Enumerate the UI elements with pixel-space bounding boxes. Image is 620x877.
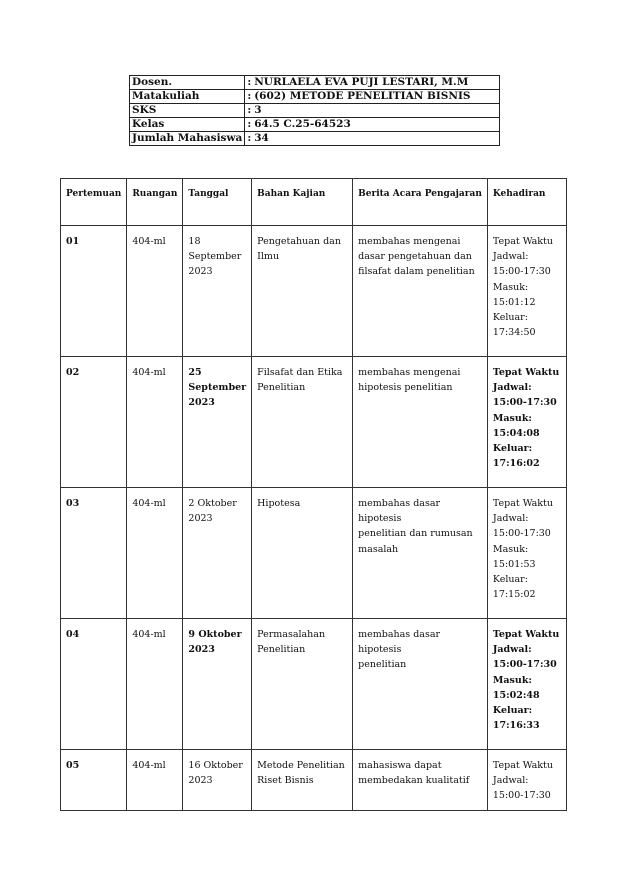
cell-kehadiran-line: 15:00-17:30 xyxy=(492,397,557,409)
info-colon: : xyxy=(247,132,252,144)
cell-bahan-kajian xyxy=(252,750,353,811)
cell-kehadiran-line: 15:04:08 xyxy=(492,427,540,439)
cell-kehadiran-line: 15:01:12 xyxy=(492,296,536,308)
cell-bahan-kajian xyxy=(252,357,353,488)
table-row xyxy=(61,357,567,488)
cell-pertemuan-value: 04 xyxy=(66,629,80,640)
cell-berita-acara-line: filsafat dalam penelitian xyxy=(358,266,475,278)
cell-berita-acara xyxy=(353,357,488,488)
info-colon: : xyxy=(247,90,252,102)
info-label: Matakuliah xyxy=(130,90,245,104)
info-row-kelas xyxy=(130,118,500,132)
cell-tanggal-line: 2023 xyxy=(188,775,213,787)
cell-bahan-kajian-line: Pengetahuan dan xyxy=(257,236,341,247)
info-value: (602) METODE PENELITIAN BISNIS xyxy=(254,90,471,102)
cell-kehadiran-line: 15:00-17:30 xyxy=(492,659,557,671)
header-berita-acara: Berita Acara Pengajaran xyxy=(353,179,488,226)
info-value-cell xyxy=(245,76,500,90)
cell-berita-acara xyxy=(353,750,488,811)
info-value-cell xyxy=(245,118,500,132)
cell-bahan-kajian xyxy=(252,226,353,357)
cell-tanggal-line: 25 xyxy=(188,367,202,378)
cell-berita-acara-line: membahas mengenai xyxy=(358,236,461,247)
cell-ruangan-value: 404-ml xyxy=(132,760,166,771)
cell-tanggal xyxy=(183,357,252,488)
cell-kehadiran-line: 17:16:02 xyxy=(492,458,540,470)
cell-tanggal-line: 2023 xyxy=(188,644,215,656)
cell-kehadiran-line: Jadwal: xyxy=(492,644,532,656)
cell-tanggal xyxy=(183,226,252,357)
table-row xyxy=(61,750,567,811)
cell-kehadiran-line: Jadwal: xyxy=(492,775,529,787)
cell-tanggal-line: 2023 xyxy=(188,397,215,409)
cell-berita-acara-line: penelitian dan rumusan xyxy=(358,528,473,540)
table-header-row xyxy=(61,179,567,226)
cell-ruangan xyxy=(127,357,183,488)
info-row-matakuliah xyxy=(130,90,500,104)
info-row-jumlah-mahasiswa xyxy=(130,132,500,146)
cell-bahan-kajian-line: Penelitian xyxy=(257,382,306,394)
cell-pertemuan-value: 01 xyxy=(66,236,80,247)
cell-kehadiran-line: Masuk: xyxy=(492,412,532,424)
cell-kehadiran-line: Keluar: xyxy=(492,443,533,455)
info-colon: : xyxy=(247,118,252,130)
table-row xyxy=(61,619,567,750)
table-row xyxy=(61,488,567,619)
info-label: Dosen. xyxy=(130,76,245,90)
cell-kehadiran xyxy=(487,619,566,750)
cell-kehadiran xyxy=(487,226,566,357)
cell-berita-acara-line: masalah xyxy=(358,543,399,555)
cell-kehadiran-line: Tepat Waktu xyxy=(492,760,553,771)
header-bahan-kajian: Bahan Kajian xyxy=(252,179,353,226)
cell-tanggal xyxy=(183,488,252,619)
cell-kehadiran xyxy=(487,750,566,811)
info-value-cell xyxy=(245,104,500,118)
cell-ruangan-value: 404-ml xyxy=(132,236,166,247)
cell-pertemuan xyxy=(61,619,127,750)
cell-kehadiran-line: Jadwal: xyxy=(492,382,532,394)
cell-bahan-kajian xyxy=(252,488,353,619)
attendance-table xyxy=(60,178,567,811)
info-value-cell xyxy=(245,90,500,104)
info-row-dosen xyxy=(130,76,500,90)
cell-ruangan-value: 404-ml xyxy=(132,367,166,378)
cell-kehadiran-line: 15:00-17:30 xyxy=(492,266,551,278)
info-colon: : xyxy=(247,104,252,116)
header-ruangan: Ruangan xyxy=(127,179,183,226)
cell-berita-acara-line: membahas mengenai xyxy=(358,367,461,378)
cell-kehadiran-line: 17:34:50 xyxy=(492,327,536,339)
cell-bahan-kajian-line: Permasalahan xyxy=(257,629,326,640)
cell-pertemuan-value: 02 xyxy=(66,367,80,378)
cell-bahan-kajian-line: Ilmu xyxy=(257,251,280,263)
cell-kehadiran-line: 15:01:53 xyxy=(492,558,536,570)
cell-ruangan-value: 404-ml xyxy=(132,498,166,509)
cell-pertemuan xyxy=(61,226,127,357)
info-value: 34 xyxy=(254,132,269,144)
cell-ruangan xyxy=(127,619,183,750)
cell-tanggal xyxy=(183,750,252,811)
cell-kehadiran-line: Tepat Waktu xyxy=(492,629,560,640)
header-pertemuan: Pertemuan xyxy=(61,179,127,226)
cell-tanggal-line: 2 Oktober xyxy=(188,498,237,509)
cell-kehadiran-line: Keluar: xyxy=(492,574,528,586)
cell-kehadiran-line: 15:00-17:30 xyxy=(492,528,551,540)
cell-bahan-kajian-line: Riset Bisnis xyxy=(257,775,314,787)
course-info-table xyxy=(129,75,500,146)
cell-kehadiran-line: 15:00-17:30 xyxy=(492,790,551,802)
header-kehadiran: Kehadiran xyxy=(487,179,566,226)
cell-berita-acara-line: hipotesis penelitian xyxy=(358,382,453,394)
cell-kehadiran xyxy=(487,488,566,619)
cell-kehadiran-line: Tepat Waktu xyxy=(492,236,553,247)
cell-kehadiran-line: Masuk: xyxy=(492,674,532,686)
cell-kehadiran-line: Tepat Waktu xyxy=(492,367,560,378)
cell-berita-acara-line: mahasiswa dapat xyxy=(358,760,442,771)
cell-kehadiran-line: Masuk: xyxy=(492,281,529,293)
cell-bahan-kajian xyxy=(252,619,353,750)
info-value: NURLAELA EVA PUJI LESTARI, M.M xyxy=(254,76,469,88)
table-row xyxy=(61,226,567,357)
cell-kehadiran-line: Masuk: xyxy=(492,543,529,555)
cell-berita-acara xyxy=(353,619,488,750)
cell-kehadiran-line: Keluar: xyxy=(492,705,533,717)
info-colon: : xyxy=(247,76,252,88)
cell-tanggal-line: 2023 xyxy=(188,266,213,278)
cell-tanggal-line: 16 Oktober xyxy=(188,760,243,771)
cell-bahan-kajian-line: Metode Penelitian xyxy=(257,760,345,771)
cell-kehadiran-line: Jadwal: xyxy=(492,251,529,263)
cell-tanggal-line: 18 xyxy=(188,236,201,247)
info-value: 64.5 C.25-64523 xyxy=(254,118,351,130)
cell-berita-acara-line: dasar pengetahuan dan xyxy=(358,251,472,263)
info-value: 3 xyxy=(254,104,262,116)
cell-berita-acara-line: membahas dasar hipotesis xyxy=(358,629,441,656)
info-row-sks xyxy=(130,104,500,118)
cell-berita-acara-line: penelitian xyxy=(358,659,407,671)
header-tanggal: Tanggal xyxy=(183,179,252,226)
cell-tanggal-line: September xyxy=(188,251,242,263)
cell-tanggal xyxy=(183,619,252,750)
cell-tanggal-line: 2023 xyxy=(188,513,213,525)
cell-pertemuan-value: 03 xyxy=(66,498,80,509)
info-label: Kelas xyxy=(130,118,245,132)
cell-ruangan xyxy=(127,488,183,619)
cell-bahan-kajian-line: Hipotesa xyxy=(257,498,301,509)
cell-pertemuan-value: 05 xyxy=(66,760,80,771)
cell-pertemuan xyxy=(61,357,127,488)
info-label: SKS xyxy=(130,104,245,118)
cell-berita-acara xyxy=(353,226,488,357)
cell-kehadiran-line: Jadwal: xyxy=(492,513,529,525)
cell-bahan-kajian-line: Filsafat dan Etika xyxy=(257,367,343,378)
cell-kehadiran-line: Tepat Waktu xyxy=(492,498,553,509)
cell-kehadiran-line: 17:16:33 xyxy=(492,720,540,732)
cell-kehadiran-line: 17:15:02 xyxy=(492,589,536,601)
cell-ruangan xyxy=(127,750,183,811)
cell-ruangan-value: 404-ml xyxy=(132,629,166,640)
info-label: Jumlah Mahasiswa xyxy=(130,132,245,146)
cell-pertemuan xyxy=(61,750,127,811)
cell-tanggal-line: September xyxy=(188,382,247,394)
cell-berita-acara-line: membahas dasar hipotesis xyxy=(358,498,441,525)
cell-pertemuan xyxy=(61,488,127,619)
cell-ruangan xyxy=(127,226,183,357)
cell-kehadiran-line: Keluar: xyxy=(492,312,528,324)
cell-berita-acara xyxy=(353,488,488,619)
cell-tanggal-line: 9 Oktober xyxy=(188,629,242,640)
cell-berita-acara-line: membedakan kualitatif xyxy=(358,775,470,787)
info-value-cell xyxy=(245,132,500,146)
cell-bahan-kajian-line: Penelitian xyxy=(257,644,306,656)
cell-kehadiran-line: 15:02:48 xyxy=(492,689,540,701)
cell-kehadiran xyxy=(487,357,566,488)
